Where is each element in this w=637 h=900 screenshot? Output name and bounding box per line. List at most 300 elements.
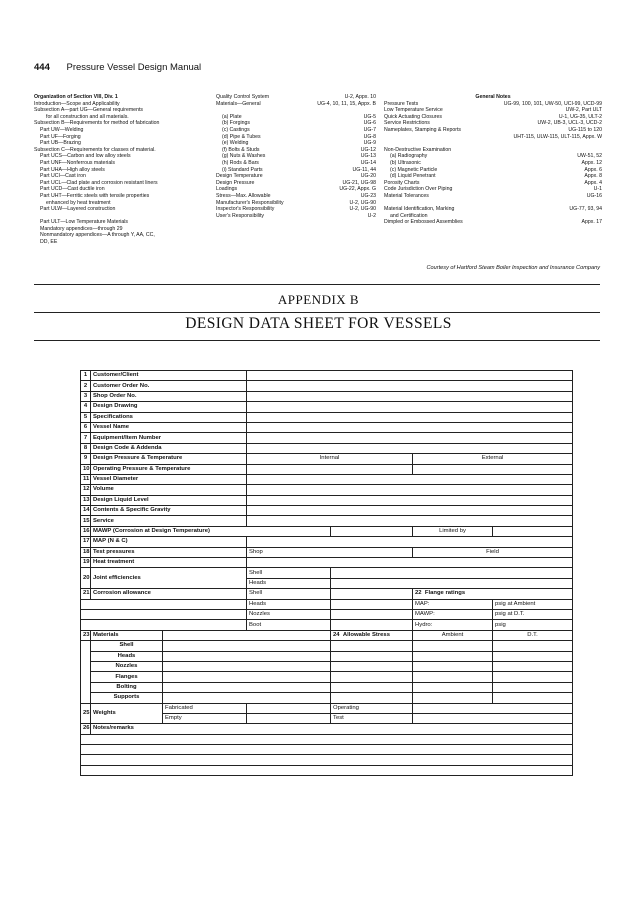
reference-code: UG-21, UG-98 — [342, 179, 376, 186]
note-item: Material Identification, Marking — [384, 206, 455, 213]
sheet-row — [81, 412, 573, 422]
ambient-label: Ambient — [413, 630, 493, 640]
row-label: Operating Pressure & Temperature — [91, 464, 247, 474]
organization-line: Part ULW—Layered construction — [40, 206, 116, 213]
map-value[interactable]: psig at Ambient — [493, 599, 573, 609]
sheet-row — [81, 724, 573, 734]
organization-line: Part UNF—Nonferrous materials — [40, 159, 115, 166]
heads-label: Heads — [247, 578, 331, 588]
entry-cell[interactable] — [493, 682, 573, 692]
notes-line — [81, 734, 573, 744]
row-number: 24 — [333, 631, 340, 638]
organization-line: Part UHA—High alloy steels — [40, 166, 105, 173]
organization-line: Part UB—Brazing — [40, 140, 81, 147]
row-label: Volume — [91, 485, 247, 495]
sheet-row — [81, 526, 573, 536]
row-label: Shop Order No. — [91, 391, 247, 401]
row-number: 14 — [81, 506, 91, 516]
row-label: Heat treatment — [91, 558, 247, 568]
fabricated-label: Fabricated — [163, 703, 247, 713]
organization-line: Subsection B—Requirements for method of fabrication — [34, 120, 160, 127]
operating-label: Operating — [331, 703, 413, 713]
note-item: Non-Destructive Examination — [384, 146, 452, 153]
row-label: Design Liquid Level — [91, 495, 247, 505]
material-item: Heads — [91, 651, 163, 661]
sheet-row — [81, 599, 573, 609]
entry-cell[interactable] — [331, 578, 573, 588]
entry-cell[interactable] — [247, 558, 573, 568]
entry-cell[interactable] — [331, 589, 413, 599]
sheet-row — [81, 609, 573, 619]
reference-item: Design Pressure — [216, 179, 255, 186]
entry-cell[interactable] — [413, 713, 573, 723]
row-number: 15 — [81, 516, 91, 526]
reference-row — [216, 147, 376, 154]
reference-item: Stress—Max. Allowable — [216, 192, 271, 199]
entry-cell[interactable] — [413, 672, 493, 682]
notes-line — [81, 755, 573, 765]
entry-cell[interactable] — [247, 464, 413, 474]
note-row — [384, 127, 602, 134]
note-row — [384, 147, 602, 154]
note-code: UW-2, UB-3, UCL-3, UCD-2 — [537, 120, 602, 127]
note-code: Appx. 17 — [581, 219, 602, 226]
entry-cell[interactable] — [163, 630, 331, 640]
notes-line — [81, 745, 573, 755]
reference-row — [216, 200, 376, 207]
divider — [34, 312, 600, 313]
sheet-row — [81, 672, 573, 682]
row-number: 5 — [81, 412, 91, 422]
reference-row — [216, 101, 376, 108]
material-item: Flanges — [91, 672, 163, 682]
note-item: (d) Liquid Penetrant — [390, 173, 436, 180]
note-code: U-1 — [593, 186, 602, 193]
reference-item: Loadings — [216, 186, 238, 193]
blank-cell — [81, 641, 91, 651]
entry-cell[interactable] — [163, 693, 331, 703]
notes-entry[interactable] — [81, 765, 573, 775]
note-row — [384, 213, 602, 220]
entry-cell[interactable] — [247, 537, 573, 547]
note-item: Low Temperature Service — [384, 107, 443, 114]
sheet-row — [81, 682, 573, 692]
entry-cell[interactable] — [247, 443, 573, 453]
note-row — [384, 120, 602, 127]
note-code: UG-115 to 120 — [568, 126, 602, 133]
reference-item: Manufacturer's Responsibility — [216, 199, 284, 206]
sheet-row — [81, 620, 573, 630]
note-code: UG-77, 93, 94 — [569, 206, 602, 213]
reference-code: UG-22, Appx. G — [339, 186, 376, 193]
organization-line: Part UCS—Carbon and low alloy steels — [40, 153, 131, 160]
reference-item: (a) Plate — [222, 113, 242, 120]
code-reference-column — [216, 94, 376, 219]
entry-cell[interactable] — [493, 693, 573, 703]
row-number: 10 — [81, 464, 91, 474]
reference-code: UG-13 — [360, 153, 376, 160]
entry-cell[interactable] — [163, 672, 331, 682]
note-row — [384, 101, 602, 108]
row-number: 18 — [81, 547, 91, 557]
entry-cell[interactable] — [331, 672, 413, 682]
organization-line: Part UF—Forging — [40, 133, 81, 140]
reference-row — [216, 120, 376, 127]
sheet-row — [81, 443, 573, 453]
sheet-row — [81, 651, 573, 661]
row-number: 17 — [81, 537, 91, 547]
entry-cell[interactable] — [247, 371, 573, 381]
reference-item: (f) Bolts & Studs — [222, 146, 260, 153]
row-label: Design Code & Addenda — [91, 443, 247, 453]
blank-cell — [81, 620, 247, 630]
organization-line: Part ULT—Low Temperature Materials — [40, 219, 129, 226]
entry-cell[interactable] — [247, 433, 573, 443]
organization-line: Part UCI—Cast iron — [40, 173, 86, 180]
entry-cell[interactable] — [413, 641, 493, 651]
blank-cell — [81, 682, 91, 692]
reference-row — [216, 127, 376, 134]
entry-cell[interactable] — [247, 703, 331, 713]
reference-row — [216, 206, 376, 213]
notes-entry[interactable] — [81, 755, 573, 765]
organization-line — [34, 213, 204, 220]
note-row — [384, 206, 602, 213]
sheet-row — [81, 454, 573, 464]
sheet-row — [81, 537, 573, 547]
reference-row — [216, 134, 376, 141]
note-row — [384, 114, 602, 121]
note-row — [384, 107, 602, 114]
reference-code: UG-7 — [363, 126, 376, 133]
row-number: 1 — [81, 371, 91, 381]
blank-cell — [81, 693, 91, 703]
note-code: Appx. 12 — [581, 159, 602, 166]
reference-item: (g) Nuts & Washes — [222, 153, 266, 160]
note-item: Porosity Charts — [384, 179, 420, 186]
entry-cell[interactable] — [163, 661, 331, 671]
entry-cell[interactable] — [247, 422, 573, 432]
sheet-row — [81, 495, 573, 505]
sheet-title: DESIGN DATA SHEET FOR VESSELS — [185, 315, 452, 332]
row-number: 23 — [81, 630, 91, 640]
row-label: Test pressures — [91, 547, 247, 557]
row-label: Customer/Client — [91, 371, 247, 381]
sheet-row — [81, 474, 573, 484]
row-label: Contents & Specific Gravity — [91, 506, 247, 516]
row-number: 21 — [81, 589, 91, 599]
entry-cell[interactable] — [413, 703, 573, 713]
row-number: 20 — [81, 568, 91, 589]
sheet-row — [81, 516, 573, 526]
entry-cell[interactable] — [413, 682, 493, 692]
sheet-row — [81, 661, 573, 671]
row-label: Design Pressure & Temperature — [91, 454, 247, 464]
entry-cell[interactable] — [163, 641, 331, 651]
organization-line: Mandatory appendices—through 29 — [40, 225, 123, 232]
organization-line: Subsection A—part UG—General requirements — [34, 107, 143, 114]
entry-cell[interactable] — [331, 609, 413, 619]
row-label: Corrosion allowance — [91, 589, 247, 599]
flange-ratings-text: Flange ratings — [424, 590, 466, 597]
general-notes-column — [384, 94, 602, 226]
row-number: 3 — [81, 391, 91, 401]
sheet-row — [81, 630, 573, 640]
note-item: (c) Magnetic Particle — [390, 166, 438, 173]
row-label: Weights — [91, 703, 163, 724]
row-number: 6 — [81, 422, 91, 432]
entry-cell[interactable] — [493, 651, 573, 661]
sheet-row — [81, 485, 573, 495]
row-number: 12 — [81, 485, 91, 495]
note-item: Nameplates, Stamping & Reports — [384, 126, 461, 133]
nozzles-label: Nozzles — [247, 609, 331, 619]
reference-code: UG-8 — [363, 133, 376, 140]
entry-cell[interactable] — [331, 651, 413, 661]
row-label: Design Drawing — [91, 402, 247, 412]
code-reference-list — [216, 94, 376, 219]
reference-row — [216, 160, 376, 167]
row-number: 16 — [81, 526, 91, 536]
shell-label: Shell — [247, 589, 331, 599]
shell-label: Shell — [247, 568, 331, 578]
reference-code: UG-4, 10, 11, 15, Appx. B — [317, 100, 376, 107]
external-cell[interactable]: External — [413, 454, 573, 464]
reference-item: (i) Standard Parts — [222, 166, 263, 173]
internal-cell[interactable]: Internal — [247, 454, 413, 464]
note-code: Appx. 8 — [584, 173, 602, 180]
reference-code: UG-5 — [363, 113, 376, 120]
note-item: Dimpled or Embossed Assemblies — [384, 219, 463, 226]
entry-cell[interactable] — [493, 641, 573, 651]
organization-line: Part UW—Welding — [40, 126, 84, 133]
entry-cell[interactable] — [493, 672, 573, 682]
entry-cell[interactable] — [413, 651, 493, 661]
reference-code: UG-11, 44 — [352, 166, 376, 173]
note-item: and Certification — [390, 212, 428, 219]
entry-cell[interactable] — [331, 599, 413, 609]
design-data-sheet — [80, 370, 573, 776]
row-label: MAP (N & C) — [91, 537, 247, 547]
divider — [34, 284, 600, 285]
note-code: Appx. 6 — [584, 166, 602, 173]
entry-cell[interactable] — [247, 495, 573, 505]
note-code: UG-16 — [586, 192, 602, 199]
empty-label: Empty — [163, 713, 247, 723]
reference-code: U-2 — [367, 212, 376, 219]
sheet-row — [81, 391, 573, 401]
note-item: Service Restrictions — [384, 120, 430, 127]
entry-cell[interactable] — [493, 661, 573, 671]
organization-line: enhanced by heat treatment — [46, 199, 111, 206]
reference-code: U-2, UG-90 — [349, 199, 376, 206]
boot-label: Boot — [247, 620, 331, 630]
reference-code: UG-9 — [363, 140, 376, 147]
allowable-stress-text: Allowable Stress — [342, 631, 390, 638]
appendix-heading: APPENDIX B — [277, 292, 360, 307]
entry-cell[interactable] — [331, 682, 413, 692]
entry-cell[interactable] — [331, 693, 413, 703]
flange-ratings-label — [413, 589, 573, 599]
organization-line: Nonmandatory appendices—A through Y, AA, CC, — [40, 232, 155, 239]
row-label: Vessel Name — [91, 422, 247, 432]
row-number: 11 — [81, 474, 91, 484]
sheet-row — [81, 433, 573, 443]
limited-by-label: Limited by — [413, 526, 493, 536]
row-number: 22 — [415, 590, 422, 597]
blank-cell — [81, 661, 91, 671]
note-row — [384, 140, 602, 147]
heads-label: Heads — [247, 599, 331, 609]
blank-cell — [81, 651, 91, 661]
entry-cell[interactable] — [413, 693, 493, 703]
field-cell[interactable]: Field — [413, 547, 573, 557]
entry-cell[interactable] — [413, 661, 493, 671]
note-item: Pressure Tests — [384, 100, 419, 107]
mawp-value[interactable]: psig at D.T. — [493, 609, 573, 619]
reference-item: Inspector's Responsibility — [216, 206, 275, 213]
entry-cell[interactable] — [247, 402, 573, 412]
entry-cell[interactable] — [247, 381, 573, 391]
note-row — [384, 219, 602, 226]
row-label: Customer Order No. — [91, 381, 247, 391]
hydro-label: Hydro: — [413, 620, 493, 630]
dt-label: D.T. — [493, 630, 573, 640]
note-row — [384, 167, 602, 174]
note-code: Appx. 4 — [584, 179, 602, 186]
note-item: Material Tolerances — [384, 192, 429, 199]
entry-cell[interactable] — [413, 464, 573, 474]
note-code: UHT-115, ULW-115, ULT-115, Appx. W — [513, 133, 602, 140]
entry-cell[interactable] — [331, 568, 573, 578]
organization-line: Part UCD—Cast ductile iron — [40, 186, 105, 193]
entry-cell[interactable] — [247, 474, 573, 484]
entry-cell[interactable] — [331, 661, 413, 671]
sheet-row — [81, 589, 573, 599]
note-code: UW-2, Part ULT — [565, 107, 602, 114]
reference-item: (b) Forgings — [222, 120, 250, 127]
sheet-row — [81, 641, 573, 651]
reference-row — [216, 107, 376, 114]
hydro-value[interactable]: psig — [493, 620, 573, 630]
entry-cell[interactable] — [163, 682, 331, 692]
entry-cell[interactable] — [163, 651, 331, 661]
row-number: 7 — [81, 433, 91, 443]
sheet-row — [81, 547, 573, 557]
row-label: Service — [91, 516, 247, 526]
test-label: Test — [331, 713, 413, 723]
reference-item: (c) Castings — [222, 126, 250, 133]
sheet-row — [81, 402, 573, 412]
note-row — [384, 153, 602, 160]
reference-row — [216, 140, 376, 147]
reference-row — [216, 114, 376, 121]
material-item: Nozzles — [91, 661, 163, 671]
entry-cell[interactable] — [247, 516, 573, 526]
note-row — [384, 134, 602, 141]
allowable-stress-label — [331, 630, 413, 640]
blank-cell — [81, 609, 247, 619]
reference-row — [216, 186, 376, 193]
entry-cell[interactable] — [247, 485, 573, 495]
entry-cell[interactable] — [331, 641, 413, 651]
note-code: UW-51, 52 — [577, 153, 602, 160]
row-number: 9 — [81, 454, 91, 464]
organization-line: Subsection C—Requirements for classes of material. — [34, 146, 156, 153]
entry-cell[interactable] — [247, 506, 573, 516]
organization-line: Introduction—Scope and Applicability — [34, 100, 120, 107]
reference-item: (h) Rods & Bars — [222, 159, 259, 166]
row-number: 25 — [81, 703, 91, 724]
note-row — [384, 186, 602, 193]
sheet-row — [81, 568, 573, 578]
row-label: Joint efficiencies — [91, 568, 247, 589]
reference-row — [216, 94, 376, 101]
divider — [34, 340, 600, 341]
entry-cell[interactable] — [247, 713, 331, 723]
reference-code: UG-12 — [360, 146, 376, 153]
reference-item: Materials—General — [216, 100, 261, 107]
reference-item: Quality Control System — [216, 94, 270, 100]
page-number: 444 — [34, 62, 50, 73]
note-row — [384, 193, 602, 200]
reference-code: UG-23 — [360, 192, 376, 199]
organization-line: Part UHT—Ferritic steels with tensile properties — [40, 192, 150, 199]
entry-cell[interactable] — [331, 526, 413, 536]
row-number: 19 — [81, 558, 91, 568]
reference-item: Design Temperature — [216, 173, 263, 180]
reference-code: UG-6 — [363, 120, 376, 127]
mawp-label: MAWP: — [413, 609, 493, 619]
sheet-row — [81, 506, 573, 516]
reference-code: U-2, Appx. 10 — [344, 94, 376, 100]
notes-entry[interactable] — [81, 734, 573, 744]
note-item: Code Jurisdiction Over Piping — [384, 186, 453, 193]
reference-row — [216, 153, 376, 160]
organization-line: Part UCL—Clad plate and corrosion resistant liners — [40, 179, 158, 186]
map-label: MAP: — [413, 599, 493, 609]
reference-item: (e) Welding — [222, 140, 249, 147]
reference-code: UG-14 — [360, 159, 376, 166]
material-item: Supports — [91, 693, 163, 703]
sheet-row — [81, 381, 573, 391]
entry-cell[interactable] — [493, 526, 573, 536]
blank-cell — [81, 672, 91, 682]
note-code: UG-99, 100, 101, UW-50, UCI-99, UCD-99 — [503, 100, 602, 107]
notes-line — [81, 765, 573, 775]
row-number: 13 — [81, 495, 91, 505]
entry-cell[interactable] — [247, 391, 573, 401]
organization-title: Organization of Section VIII, Div. 1 — [34, 94, 118, 100]
reference-row — [216, 167, 376, 174]
reference-code: UG-20 — [360, 173, 376, 180]
courtesy-credit: Courtesy of Hartford Steam Boiler Inspection and Insurance Company — [426, 265, 600, 271]
sheet-row — [81, 693, 573, 703]
blank-cell — [81, 599, 247, 609]
entry-cell[interactable] — [247, 412, 573, 422]
shop-cell[interactable]: Shop — [247, 547, 413, 557]
sheet-row — [81, 464, 573, 474]
entry-cell[interactable] — [331, 620, 413, 630]
general-notes-title: General Notes — [475, 94, 511, 100]
notes-entry[interactable] — [81, 745, 573, 755]
reference-row — [216, 193, 376, 200]
sheet-row — [81, 558, 573, 568]
organization-column — [34, 94, 204, 246]
material-item: Shell — [91, 641, 163, 651]
organization-line: for all construction and all materials. — [46, 113, 129, 120]
note-item: (b) Ultrasonic — [390, 159, 421, 166]
